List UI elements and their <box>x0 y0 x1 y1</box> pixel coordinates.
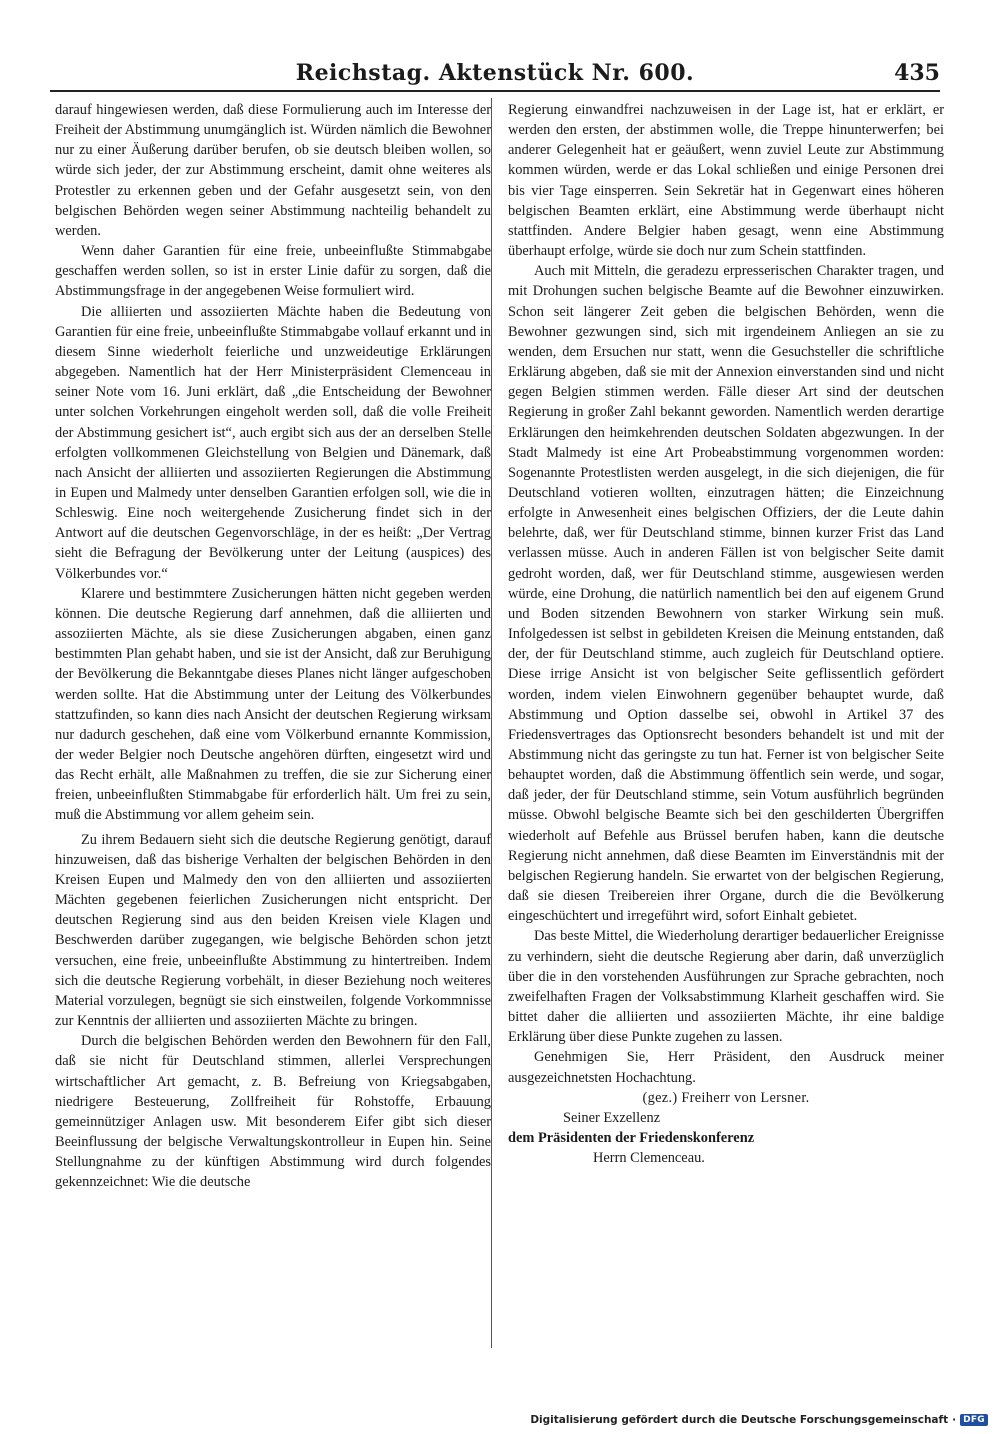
addressee <box>508 1108 944 1168</box>
page-header <box>50 58 940 92</box>
separator: · <box>952 1414 957 1426</box>
dfg-logo-icon: DFG <box>960 1414 988 1426</box>
left-column <box>55 100 491 1192</box>
page-number: 435 <box>894 60 940 86</box>
paragraph: Klarere und bestimmtere Zusicherungen hätten nicht gegeben werden können. Die deutsche Regierung darf annehmen, daß die alliierten und assoziierten Mächte, als sie diese Zusicherungen abgaben, einen ganz bestimmten Plan gehabt haben, und sie ist der Ansicht, daß zur Beruhigung der Bevölkerung die Bekanntgabe dieses Planes nicht länger aufgeschoben werden sollte. Hat die Abstimmung unter der Leitung des Völkerbundes stattzufinden, so kann dies nach Ansicht der deutschen Regierung wirksam nur dadurch geschehen, daß eine vom Völkerbund ernannte Kommission, der weder Belgier noch Deutsche angehören dürften, eingesetzt wird und das Recht erhält, alle Maßnahmen zu treffen, die sie zur Sicherung einer freien, unbeeinflußten Stimmabgabe für erforderlich hält. Um frei zu sein, muß die Abstimmung vor allem geheim sein. <box>55 585 491 824</box>
addressee-line: dem Präsidenten der Friedenskonferenz <box>508 1129 755 1146</box>
paragraph: Regierung einwandfrei nachzuweisen in der Lage ist, hat er erklärt, er werden den ersten, der abstimmen wolle, die Treppe hinunterwerfen; bei anderer Gelegenheit hat er geäußert, wenn zuviel Leute zur Abstimmung kommen würden, werde er das Lokal schließen und einige Personen drei bis vier Tage einsperren. Sein Sekretär hat in Gegenwart eines höheren belgischen Beamten erklärt, eine Abstimmung werde überhaupt nicht stattfinden. Andere Belgier haben gesagt, wenn eine Abstimmung überhaupt erfolge, würde sie doch nur zum Schein stattfinden. <box>508 102 944 260</box>
right-column <box>508 100 944 1168</box>
paragraph: Zu ihrem Bedauern sieht sich die deutsche Regierung genötigt, darauf hinzuweisen, daß das bisherige Verhalten der belgischen Behörden in den Kreisen Eupen und Malmedy den von den alliierten und assoziierten Mächten gegebenen feierlichen Zusicherungen nicht entspricht. Der deutschen Regierung sind aus den beiden Kreisen viele Klagen und Beschwerden darüber zugegangen, wie belgische Behörden schon jetzt versuchen, eine freie, unbeeinflußte Abstimmung zu hintertreiben. Indem sich die deutsche Regierung vorbehält, in dieser Beziehung noch weiteres Material vorzulegen, begnügt sie sich einstweilen, folgende Vorkommnisse zur Kenntnis der alliierten und assoziierten Mächte zu bringen. <box>55 831 491 1030</box>
signature: (gez.) Freiherr von Lersner. <box>642 1089 810 1106</box>
column-divider <box>491 98 492 1348</box>
paragraph: Wenn daher Garantien für eine freie, unbeeinflußte Stimmabgabe geschaffen werden sollen, so ist in erster Linie dafür zu sorgen, daß die Abstimmungsfrage in der angegebenen Weise formuliert wird. <box>55 243 491 300</box>
paragraph: Durch die belgischen Behörden werden den Bewohnern für den Fall, daß sie nicht für Deutschland stimmen, allerlei Versprechungen wirtschaftlicher Art gemacht, z. B. Befreiung von Kriegsabgaben, niedrigere Besteuerung, Zollfreiheit für Rohstoffe, Erbauung gemeinnütziger Anlagen usw. Mit besonderem Eifer gibt sich dieser Beeinflussung der belgische Verwaltungskontrolleur in Eupen hin. Seine Stellungnahme zu der künftigen Abstimmung wird durch folgendes gekennzeichnet: Wie die deutsche <box>55 1033 491 1191</box>
paragraph: darauf hingewiesen werden, daß diese Formulierung auch im Interesse der Freiheit der Abstimmung unumgänglich ist. Würden nämlich die Bewohner nur zu einer Äußerung darüber berufen, ob sie deutsch bleiben wollen, so würde sich jeder, der zur Abstimmung erscheint, damit ohne weiteres als Protestler zu erkennen geben und der Gefahr ausgesetzt sein, von den belgischen Behörden wegen seiner Abstimmung nachteilig behandelt zu werden. <box>55 102 491 239</box>
footer <box>530 1414 988 1426</box>
addressee-line: Seiner Exzellenz <box>563 1109 661 1126</box>
addressee-line: Herrn Clemenceau. <box>593 1149 705 1166</box>
footer-text: Digitalisierung gefördert durch die Deutsche Forschungsgemeinschaft <box>530 1414 949 1426</box>
paragraph: Auch mit Mitteln, die geradezu erpresserischen Charakter tragen, und mit Drohungen suchen belgische Beamte auf die Bewohner einzuwirken. Schon seit längerer Zeit geben die belgischen Behörden, wenn die Bewohner gezwungen sind, sich mit irgendeinem Anliegen an sie zu wenden, dem Ersuchen nur statt, wenn die Gesuchsteller die schriftliche Erklärung abgeben, daß sie mit der Annexion einverstanden sind und nicht gegen Belgien stimmen werden. Fälle dieser Art sind der deutschen Regierung in großer Zahl bekannt geworden. Namentlich werden derartige Erklärungen den heimkehrenden deutschen Soldaten abgezwungen. In der Stadt Malmedy ist eine Art Probeabstimmung vorgenommen worden: Sogenannte Protestlisten werden ausgelegt, in die sich diejenigen, die für Deutschland votieren wollten, einzutragen hätten; die Einzeichnung erfolgte in Anwesenheit eines belgischen Offiziers, der die Leute dahin belehrte, daß, wer für Deutschland stimme, binnen kurzer Frist das Land verlassen müsse. Auch in anderen Fällen ist von belgischer Seite damit gedroht worden, daß, wer für Deutschland stimme, ausgewiesen werden würde, eine Drohung, die natürlich namentlich bei den auf eigenem Grund und Boden sitzenden Bewohnern von starker Wirkung sein muß. Infolgedessen ist selbst in gebildeten Kreisen die Meinung entstanden, daß der, der für Deutschland stimme, auch zugleich für Deutschland optiere. Diese irrige Ansicht ist von belgischer Seite geflissentlich gefördert worden, indem vielen Einwohnern gegenüber behauptet wurde, daß Abstimmung und Option dasselbe sei, obwohl in Artikel 37 des Friedensvertrages das Optionsrecht besonders behandelt ist und mit der Abstimmung nicht das geringste zu tun hat. Ferner ist von belgischer Seite behauptet worden, daß die Abstimmung öffentlich sein werde, und sogar, daß jeder, der für Deutschland stimme, sein Votum ausführlich begründen müsse. Obwohl belgische Beamte sich bei den geschilderten Übergriffen wiederholt auf Befehle aus Brüssel berufen haben, kann die deutsche Regierung nicht annehmen, daß diese Beamten im Einverständnis mit der belgischen Regierung handeln. Sie erwartet von der belgischen Regierung, daß sie diesen Treibereien ihrer Organe, durch die die Bevölkerung eingeschüchtert und irregeführt wird, sofort Einhalt gebietet. <box>508 263 944 925</box>
paragraph: Die alliierten und assoziierten Mächte haben die Bedeutung von Garantien für eine freie, unbeeinflußte Stimmabgabe vollauf erkannt und in diesem Sinne wiederholt feierliche und unzweideutige Erklärungen abgegeben. Namentlich hat der Herr Ministerpräsident Clemenceau in seiner Note vom 16. Juni erklärt, daß „die Entscheidung der Bewohner unter solchen Vorkehrungen eingeholt werden soll, daß die volle Freiheit der Abstimmung gesichert ist“, auch ergibt sich aus der an derselben Stelle erfolgten vollkommenen Gleichstellung von Belgien und Dänemark, daß nach Ansicht der alliierten und assoziierten Regierungen die Abstimmung in Eupen und Malmedy unter denselben Garantien erfolgen soll, wie die in Schleswig. Eine noch weitergehende Zusicherung findet sich in der Antwort auf die deutschen Gegenvorschläge, in der es heißt: „Der Vertrag sieht die Befragung der Bevölkerung unter der Leitung (auspices) des Völkerbundes vor.“ <box>55 303 491 582</box>
running-head: Reichstag. Aktenstück Nr. 600. <box>295 60 695 86</box>
paragraph: Das beste Mittel, die Wiederholung derartiger bedauerlicher Ereignisse zu verhindern, sieht die deutsche Regierung aber darin, daß unverzüglich über die in den vorstehenden Ausführungen zur Sprache gebrachten, noch zweifelhaften Fragen der Volksabstimmung Klarheit geschaffen wird. Sie bittet daher die alliierten und assoziierten Mächte, ihr eine baldige Erklärung über diese Punkte zugehen zu lassen. <box>508 928 944 1046</box>
closing-formula: Genehmigen Sie, Herr Präsident, den Ausdruck meiner ausgezeichnetsten Hochachtung. <box>508 1049 944 1086</box>
